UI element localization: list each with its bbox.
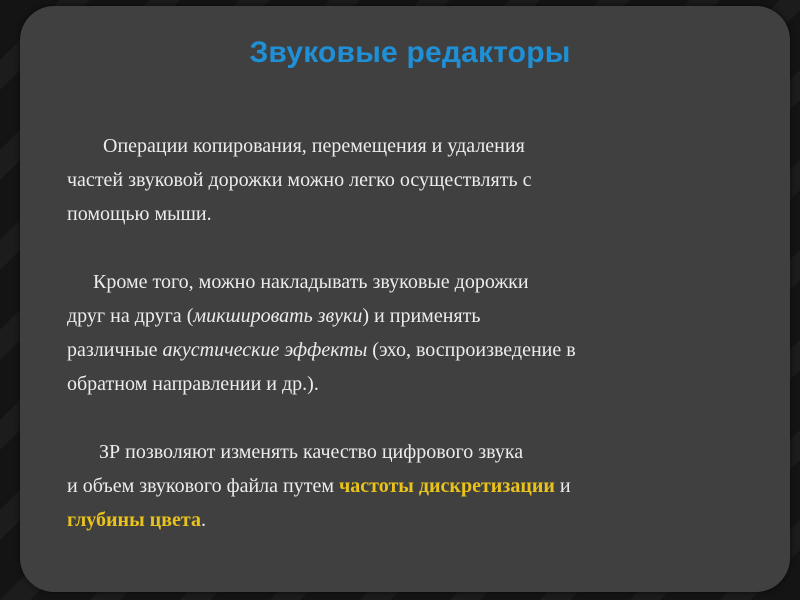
paragraph-1-line-3: помощью мыши.: [67, 203, 212, 225]
paragraph-2-line-3-end: (эхо, воспроизведение в: [367, 339, 576, 361]
highlight-color-depth: глубины цвета: [67, 509, 201, 531]
emphasis-acoustic-effects: акустические эффекты: [162, 339, 368, 361]
paragraph-2-line-1: Кроме того, можно накладывать звуковые дорожки: [93, 271, 529, 293]
paragraph-2-line-2-start: друг на друга (: [67, 305, 194, 327]
paragraph-3-line-3: [67, 503, 782, 537]
paragraph-3-line-2: [67, 469, 782, 503]
slide-body: [67, 129, 782, 537]
highlight-sampling-rate: частоты дискретизации: [339, 475, 555, 497]
paragraph-2-line-4: обратном направлении и др.).: [67, 373, 319, 395]
emphasis-mix-sounds: микшировать звуки: [193, 305, 363, 327]
paragraph-1-line-1: Операции копирования, перемещения и удаления: [103, 135, 525, 157]
paragraph-2-line-3-start: различные: [67, 339, 163, 361]
paragraph-3-line-1: ЗР позволяют изменять качество цифрового звука: [99, 441, 524, 463]
paragraph-3-line-2-start: и объем звукового файла путем: [67, 475, 340, 497]
paragraph-1-line-2: частей звуковой дорожки можно легко осуществлять с: [67, 169, 532, 191]
paragraph-2-line-2-end: ) и применять: [362, 305, 481, 327]
paragraph-2-line-3: [67, 333, 782, 367]
slide-title: Звуковые редакторы: [249, 36, 571, 69]
content-panel: [20, 6, 790, 592]
paragraph-3-line-3-end: .: [200, 509, 206, 531]
paragraph-gap: [67, 231, 782, 265]
paragraph-2-line-2: [67, 299, 782, 333]
paragraph-3-line-2-end: и: [554, 475, 571, 497]
paragraph-gap: [67, 401, 782, 435]
